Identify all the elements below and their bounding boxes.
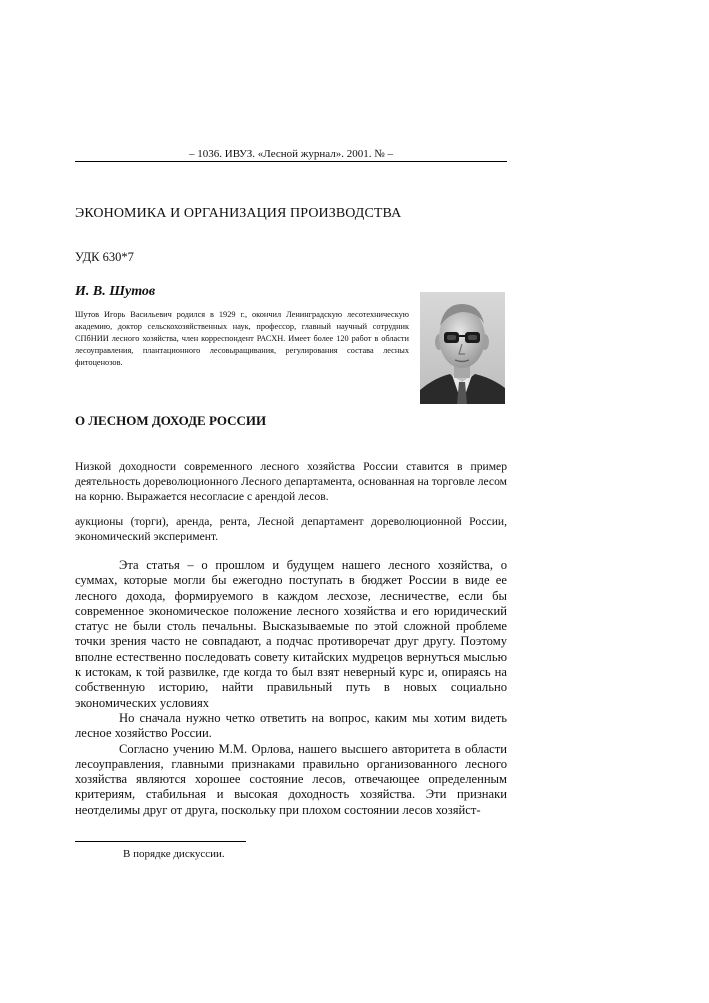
- author-bio: Шутов Игорь Васильевич родился в 1929 г., окончил Ленинградскую лесотехническую академию, доктор сельскохозяйственных наук, профессор, главный научный сотрудник СПбНИИ лесного хозяйства, член корреспондент РАСХН. Имеет более 120 работ в области лесоуправления, плантационного лесовыращивания, регулирования состава лесных фитоценозов.: [75, 310, 409, 367]
- keywords: аукционы (торги), аренда, рента, Лесной департамент дореволюционной России, экономический эксперимент.: [75, 515, 507, 543]
- author-photo: [420, 292, 505, 404]
- section-title: ЭКОНОМИКА И ОРГАНИЗАЦИЯ ПРОИЗВОДСТВА: [75, 206, 402, 221]
- running-header: – 1036. ИВУЗ. «Лесной журнал». 2001. № –: [189, 148, 393, 160]
- body-paragraph: Но сначала нужно четко ответить на вопрос, каким мы хотим видеть лесное хозяйство России.: [75, 710, 507, 741]
- header-rule: [75, 161, 507, 162]
- body-paragraph: Эта статья – о прошлом и будущем нашего лесного хозяйства, о суммах, которые могли бы ежегодно поступать в бюджет России в виде ее лесного дохода, формируемого в каждом лесхозе, лесничестве, если бы современное экономическое положение лесного хозяйства и его юридический статус не были столь печальны. Высказываемые по этой сложной проблеме точки зрения часто не совпадают, а подчас противоречат друг другу. Поэтому вполне естественно последовать совету китайских мудрецов вернуться мыслью к истокам, к той развилке, где когда то был взят неверный курс и, опираясь на собственную историю, найти правильный путь в новых социально экономических условиях: [75, 558, 507, 710]
- abstract: Низкой доходности современного лесного хозяйства России ставится в пример деятельность дореволюционного Лесного департамента, основанная на торговле лесом на корню. Выражается несогласие с арендой лесов.: [75, 460, 507, 503]
- footnote-rule: [75, 841, 246, 842]
- footnote: В порядке дискуссии.: [123, 848, 225, 860]
- body-paragraph: Согласно учению М.М. Орлова, нашего высшего авторитета в области лесоуправления, главными признаками правильно организованного лесного хозяйства являются хорошее состояние лесов, отвечающее определенным критериям, стабильная и высокая доходность хозяйства. Эти признаки неотделимы друг от друга, поскольку при плохом состоянии лесов хозяйст-: [75, 741, 507, 817]
- body-text: [75, 558, 507, 818]
- author-name: И. В. Шутов: [75, 284, 156, 299]
- udc-code: УДК 630*7: [75, 250, 134, 264]
- article-title: О ЛЕСНОМ ДОХОДЕ РОССИИ: [75, 413, 267, 428]
